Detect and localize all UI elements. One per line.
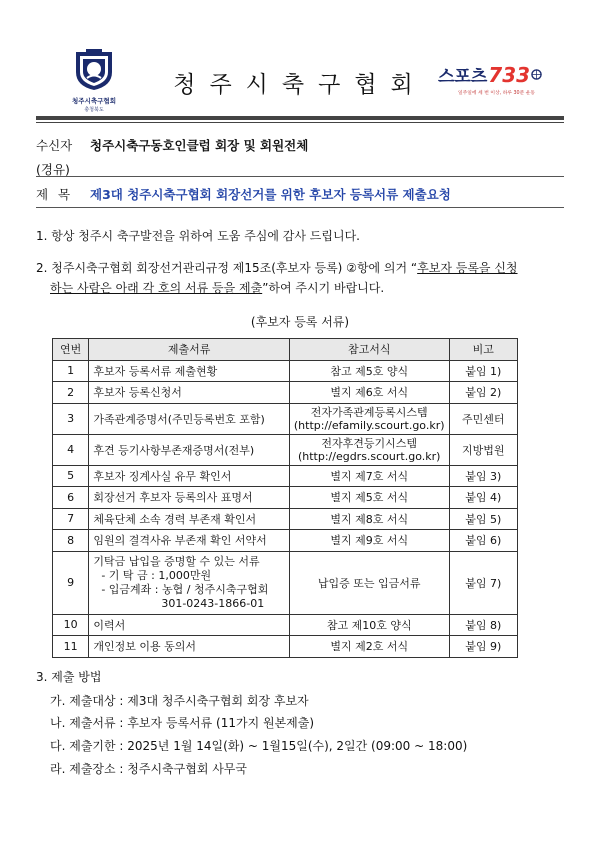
row-document: 개인정보 이용 동의서 — [89, 636, 290, 658]
table-row — [53, 508, 518, 530]
paragraph-2-prefix: 2. 청주시축구협회 회장선거관리규정 제15조(후보자 등록) ②항에 의거 “ — [36, 261, 418, 275]
row-reference: 납입증 또는 입금서류 — [289, 551, 449, 614]
table-row — [53, 614, 518, 636]
subject-value: 제3대 청주시축구협회 회장선거를 위한 후보자 등록서류 제출요청 — [90, 187, 451, 202]
paragraph-2-suffix: ”하여 주시기 바랍니다. — [262, 281, 385, 295]
brand-slogan: 일주일에 세 번 이상, 하루 30분 운동 — [458, 91, 536, 96]
row-reference-system: 전자가족관계등록시스템 — [310, 405, 428, 419]
submission-documents: 나. 제출서류 : 후보자 등록서류 (11가지 원본제출) — [50, 716, 315, 730]
row-note: 붙임 8) — [449, 614, 517, 636]
row-reference: 별지 제9호 서식 — [289, 530, 449, 552]
row-reference-url: (http://efamily.scourt.go.kr) — [293, 418, 445, 432]
required-documents-table — [52, 338, 518, 658]
row-reference: 별지 제5호 서식 — [289, 487, 449, 509]
row-note: 붙임 6) — [449, 530, 517, 552]
row-no: 2 — [53, 382, 89, 404]
row-no: 6 — [53, 487, 89, 509]
row-no: 9 — [53, 551, 89, 614]
emblem-org-name: 청주시축구협회 — [72, 97, 116, 105]
row-note: 주민센터 — [449, 403, 517, 434]
row-no: 7 — [53, 508, 89, 530]
header-note: 비고 — [449, 339, 517, 361]
row-reference: 참고 제10호 양식 — [289, 614, 449, 636]
paragraph-2-underlined-1: 후보자 등록을 신청 — [417, 261, 518, 275]
header-no: 연번 — [53, 339, 89, 361]
sports-733-logo — [438, 62, 558, 96]
section-3-title: 3. 제출 방법 — [36, 670, 102, 684]
table-row — [53, 360, 518, 382]
letterhead-rule-thin — [36, 122, 564, 123]
paragraph-2-underlined-2: 하는 사람은 아래 각 호의 서류 등을 제출 — [50, 281, 263, 295]
table-caption: (후보자 등록 서류) — [250, 315, 350, 329]
row-document: 체육단체 소속 경력 부존재 확인서 — [89, 508, 290, 530]
subject-divider — [36, 207, 564, 208]
row-note: 지방법원 — [449, 434, 517, 465]
submission-target: 가. 제출대상 : 제3대 청주시축구협회 회장 후보자 — [50, 694, 309, 708]
row-note: 붙임 1) — [449, 360, 517, 382]
row-document: 임원의 결격사유 부존재 확인 서약서 — [89, 530, 290, 552]
row-reference-url: (http://egdrs.scourt.go.kr) — [297, 449, 441, 463]
row-no: 8 — [53, 530, 89, 552]
header-document: 제출서류 — [89, 339, 290, 361]
ball-icon — [531, 69, 542, 80]
paragraph-1: 1. 항상 청주시 축구발전을 위하여 도움 주심에 감사 드립니다. — [36, 229, 360, 243]
letterhead-rule-heavy — [36, 116, 564, 120]
via-label: (경유) — [36, 162, 70, 177]
row-document: 가족관계증명서(주민등록번호 포함) — [89, 403, 290, 434]
row-no: 3 — [53, 403, 89, 434]
row-reference: 별지 제6호 서식 — [289, 382, 449, 404]
brand-korean: 스포츠 — [438, 67, 488, 87]
header-reference: 참고서식 — [289, 339, 449, 361]
row-document: 회장선거 후보자 등록의사 표명서 — [89, 487, 290, 509]
row-no: 11 — [53, 636, 89, 658]
table-row — [53, 530, 518, 552]
row-no: 4 — [53, 434, 89, 465]
row-reference: 별지 제2호 서식 — [289, 636, 449, 658]
row-note: 붙임 4) — [449, 487, 517, 509]
table-row — [53, 636, 518, 658]
row-note: 붙임 5) — [449, 508, 517, 530]
paragraph-2-line-1 — [36, 258, 518, 279]
row-no: 5 — [53, 465, 89, 487]
row-document: 후보자 등록서류 제출현황 — [89, 360, 290, 382]
submission-deadline: 다. 제출기한 : 2025년 1월 14일(화) ~ 1월15일(수), 2일간 (09:00 ~ 18:00) — [50, 739, 468, 753]
org-emblem-block — [62, 48, 126, 113]
row-reference — [289, 403, 449, 434]
table-row — [53, 403, 518, 434]
association-emblem-icon — [72, 48, 116, 92]
row-reference: 참고 제5호 양식 — [289, 360, 449, 382]
via-divider — [36, 176, 564, 177]
row-document-deposit: - 기 탁 금 : 1,000만원 — [101, 568, 212, 582]
row-document: 후보자 징계사실 유무 확인서 — [89, 465, 290, 487]
table-row — [53, 487, 518, 509]
letterhead-title: 청주시축구협회 — [173, 72, 427, 98]
recipient-label: 수신자 — [36, 138, 73, 153]
table-row — [53, 465, 518, 487]
row-no: 10 — [53, 614, 89, 636]
emblem-org-region: 충청북도 — [84, 107, 104, 113]
row-note: 붙임 7) — [449, 551, 517, 614]
row-document — [89, 551, 290, 614]
row-document: 후견 등기사항부존재증명서(전부) — [89, 434, 290, 465]
table-row — [53, 434, 518, 465]
brand-number: 733 — [488, 62, 531, 87]
subject-label: 제 목 — [36, 187, 74, 202]
row-reference-system: 전자후견등기시스템 — [321, 436, 418, 450]
row-document-account-number: 301-0243-1866-01 — [161, 596, 265, 610]
row-reference: 별지 제7호 서식 — [289, 465, 449, 487]
submission-place: 라. 제출장소 : 청주시축구협회 사무국 — [50, 762, 247, 776]
row-document-account: - 입금계좌 : 농협 / 청주시축구협회 — [101, 582, 269, 596]
recipient-value: 청주시축구동호인클럽 회장 및 회원전체 — [90, 138, 309, 153]
row-document: 이력서 — [89, 614, 290, 636]
row-no: 1 — [53, 360, 89, 382]
table-header-row — [53, 339, 518, 361]
paragraph-2-line-2 — [50, 278, 384, 299]
row-document-title: 기탁금 납입을 증명할 수 있는 서류 — [93, 554, 260, 568]
table-row — [53, 551, 518, 614]
row-note: 붙임 3) — [449, 465, 517, 487]
row-reference — [289, 434, 449, 465]
table-row — [53, 382, 518, 404]
row-note: 붙임 9) — [449, 636, 517, 658]
row-reference: 별지 제8호 서식 — [289, 508, 449, 530]
row-document: 후보자 등록신청서 — [89, 382, 290, 404]
row-note: 붙임 2) — [449, 382, 517, 404]
